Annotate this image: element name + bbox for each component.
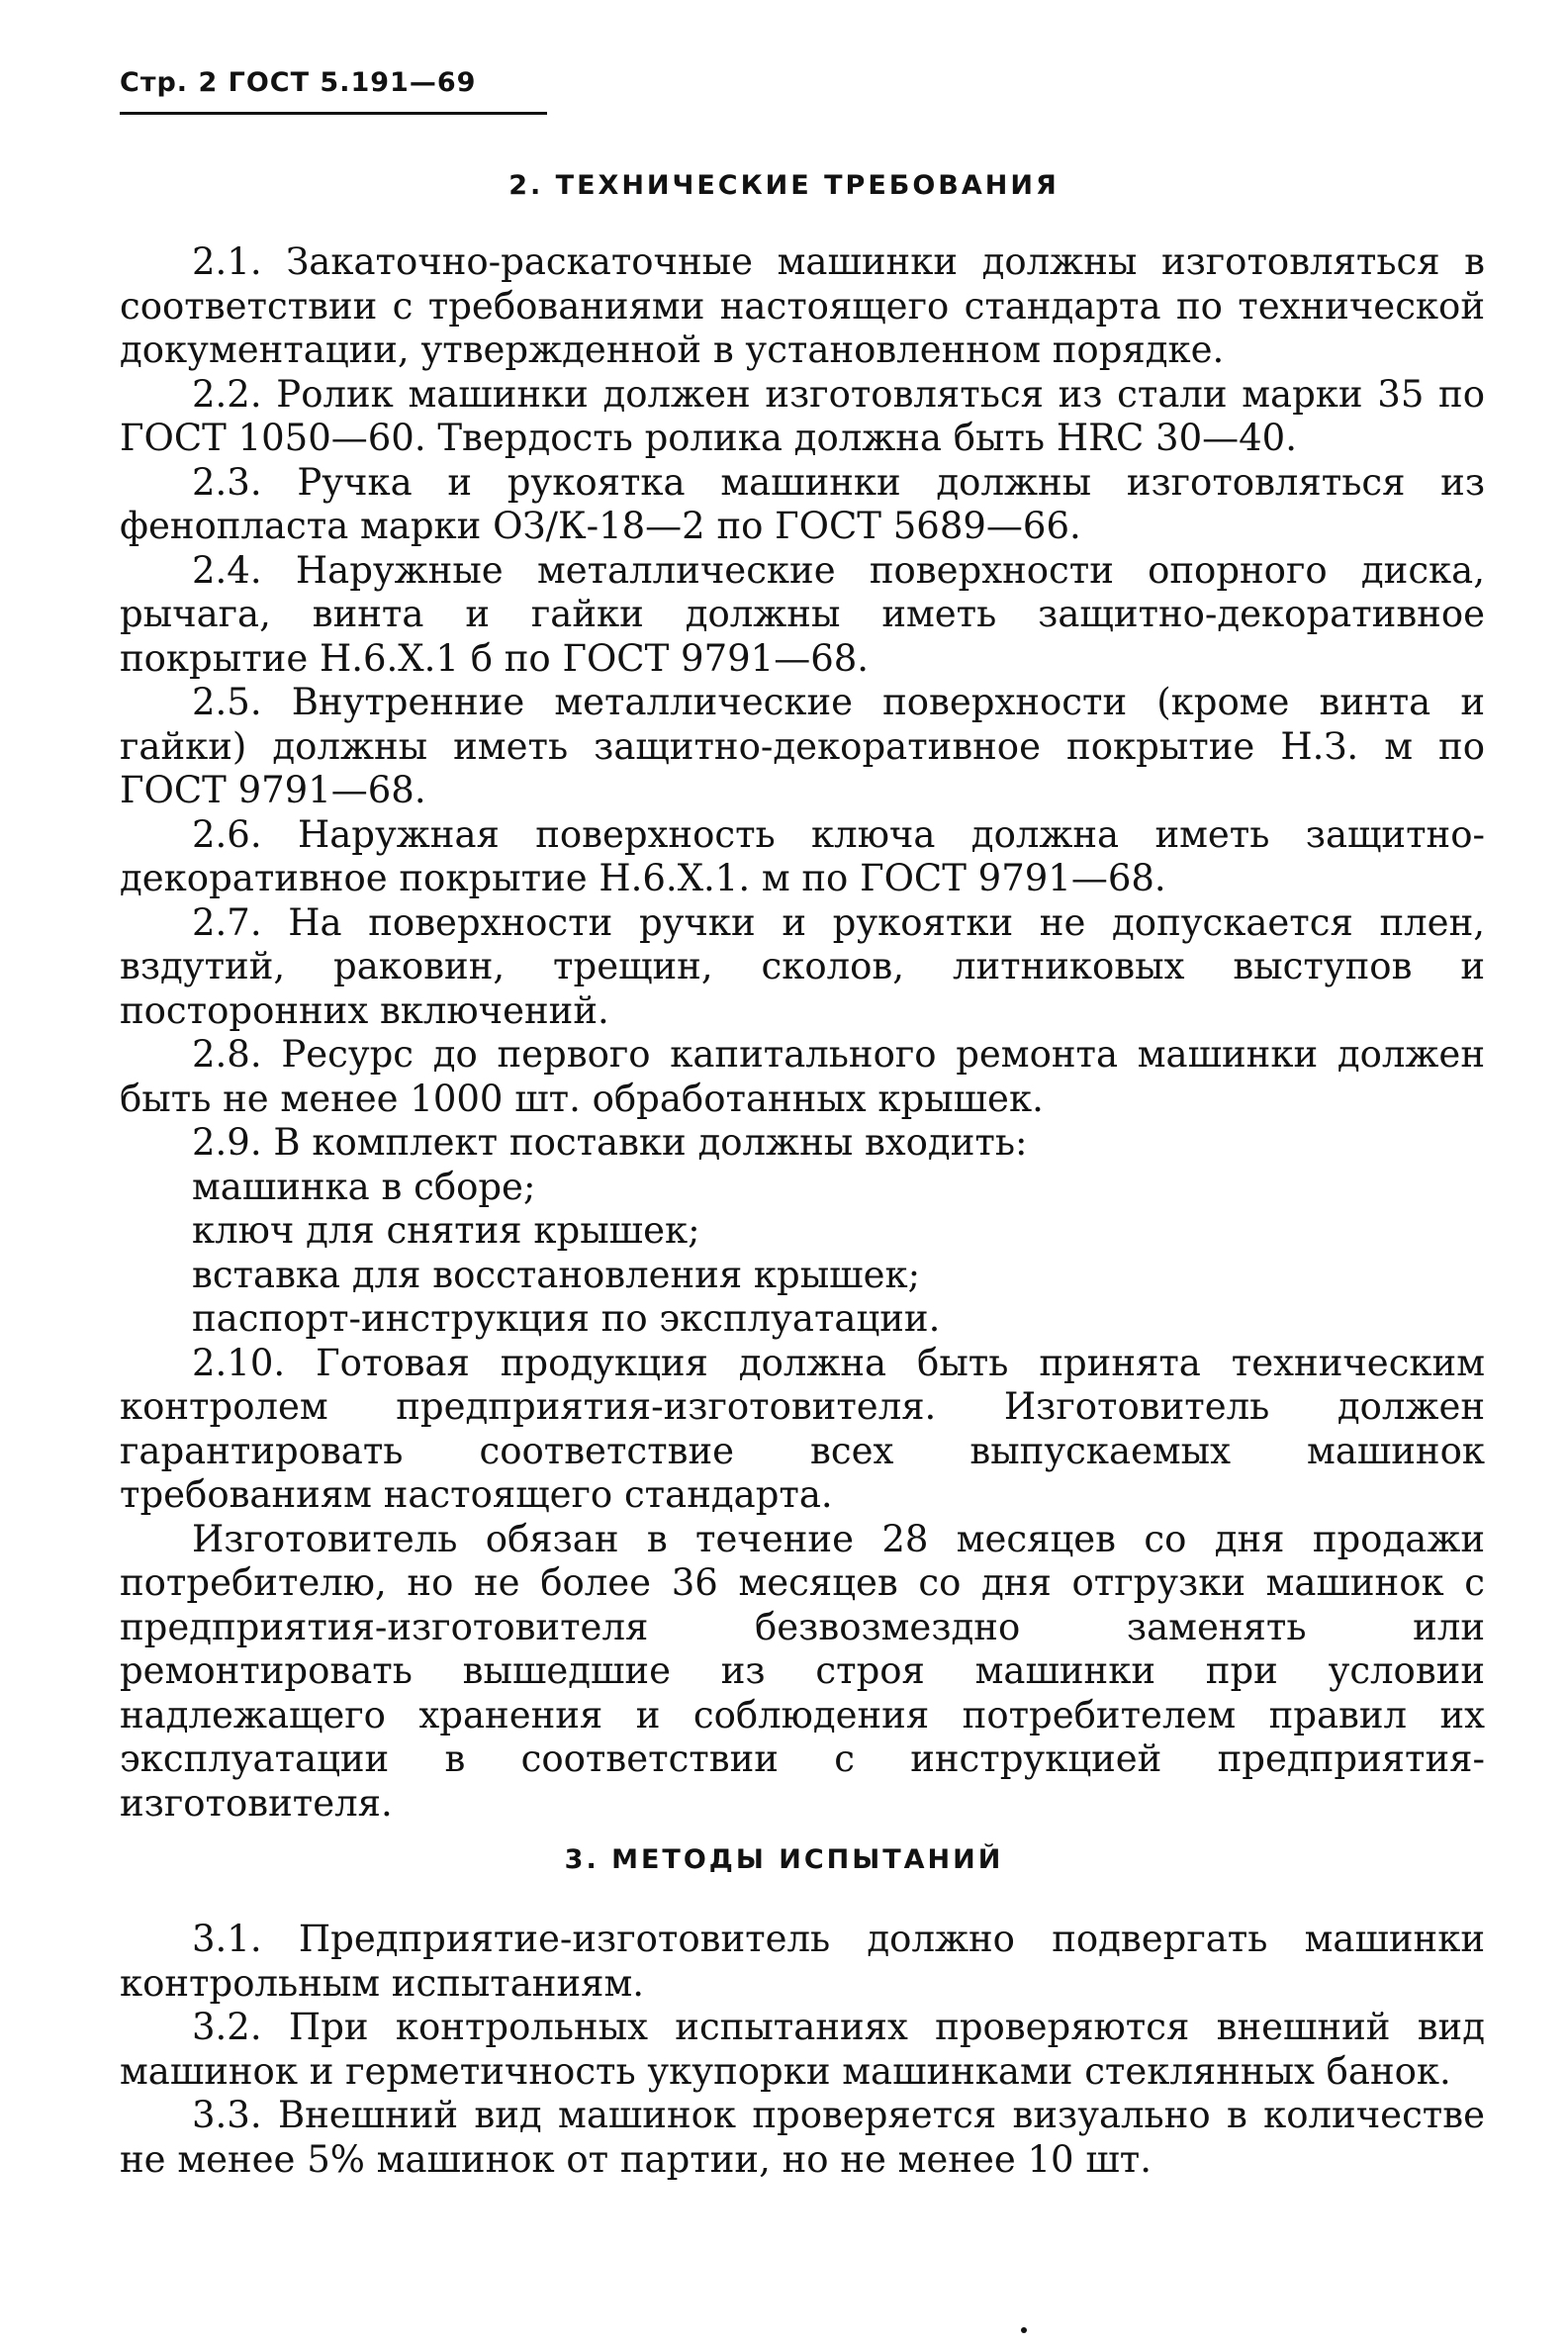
clause-2-6: 2.6. Наружная поверхность ключа должна иметь защитно-декоративное покрытие Н.6.Х.1. м по ГОСТ 9791—68. xyxy=(120,812,1485,899)
clause-2-8: 2.8. Ресурс до первого капитального ремонта машинки должен быть не менее 1000 шт. обработанных крышек. xyxy=(120,1033,1485,1120)
clause-3-1: 3.1. Предприятие-изготовитель должно подвергать машинки контрольным испытаниям. xyxy=(120,1918,1485,2005)
clause-2-10: 2.10. Готовая продукция должна быть принята техническим контролем предприятия-изготовителя. Изготовитель должен гарантировать соответствие всех выпускаемых машинок требованиям настоящего стандарта. xyxy=(120,1341,1485,1516)
clause-2-3: 2.3. Ручка и рукоятка машинки должны изготовляться из фенопласта марки ОЗ/К-18—2 по ГОСТ 5689—66. xyxy=(120,460,1485,547)
page-header: Стр. 2 ГОСТ 5.191—69 xyxy=(120,67,477,98)
delivery-list-item: ключ для снятия крышек; xyxy=(192,1209,700,1252)
clause-2-1: 2.1. Закаточно-раскаточные машинки должны изготовляться в соответствии с требованиями настоящего стандарта по технической документации, утвержденной в установленном порядке. xyxy=(120,240,1485,371)
delivery-list-item: машинка в сборе; xyxy=(192,1165,536,1208)
clause-2-5: 2.5. Внутренние металлические поверхности (кроме винта и гайки) должны иметь защитно-декоративное покрытие Н.З. м по ГОСТ 9791—68. xyxy=(120,681,1485,811)
clause-2-7: 2.7. На поверхности ручки и рукоятки не допускается плен, вздутий, раковин, трещин, сколов, литниковых выступов и посторонних включений. xyxy=(120,900,1485,1032)
delivery-list-item: вставка для восстановления крышек; xyxy=(192,1253,921,1296)
section-2-body xyxy=(120,240,1485,1826)
section-2-title: 2. ТЕХНИЧЕСКИЕ ТРЕБОВАНИЯ xyxy=(508,170,1060,201)
clause-3-2: 3.2. При контрольных испытаниях проверяются внешний вид машинок и герметичность укупорки машинками стеклянных банок. xyxy=(120,2006,1485,2093)
header-rule xyxy=(120,112,547,115)
section-3-title: 3. МЕТОДЫ ИСПЫТАНИЙ xyxy=(564,1844,1004,1875)
section-3-body xyxy=(120,1918,1485,2182)
clause-2-2: 2.2. Ролик машинки должен изготовляться из стали марки 35 по ГОСТ 1050—60. Твердость ролика должна быть HRC 30—40. xyxy=(120,372,1485,459)
warranty-paragraph: Изготовитель обязан в течение 28 месяцев со дня продажи потребителю, но не более 36 месяцев со дня отгрузки машинок с предприятия-изготовителя безвозмездно заменять или ремонтировать вышедшие из строя машинки при условии надлежащего хранения и соблюдения потребителем правил их эксплуатации в соответствии с инструкцией предприятия-изготовителя. xyxy=(120,1517,1485,1825)
clause-2-9: 2.9. В комплект поставки должны входить: xyxy=(192,1121,1028,1164)
clause-3-3: 3.3. Внешний вид машинок проверяется визуально в количестве не менее 5% машинок от партии, но не менее 10 шт. xyxy=(120,2094,1485,2181)
page-dot xyxy=(1021,2327,1027,2333)
clause-2-4: 2.4. Наружные металлические поверхности опорного диска, рычага, винта и гайки должны иметь защитно-декоративное покрытие Н.6.Х.1 б по ГОСТ 9791—68. xyxy=(120,548,1485,680)
delivery-list-item: паспорт-инструкция по эксплуатации. xyxy=(192,1297,941,1340)
